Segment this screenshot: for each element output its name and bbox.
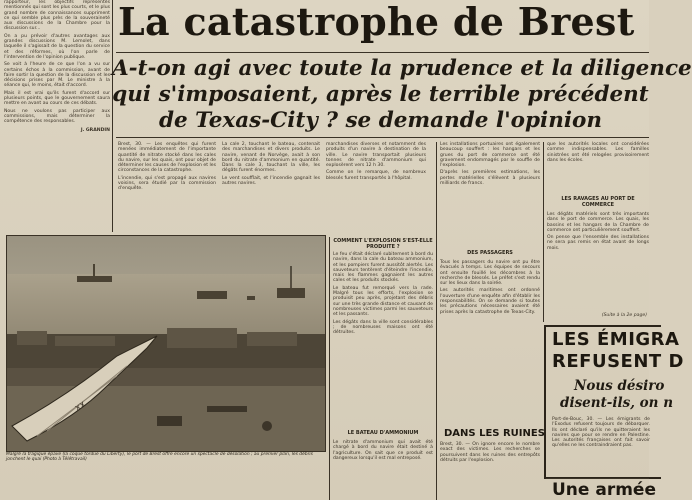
filler-paragraph: Les autorités maritimes ont ordonné l'ouverture d'une enquête afin d'établir les responsabilités. On se demande si toutes les précautions nécessaires avaient été prises après la catastrophe de Texas-City. xyxy=(440,288,540,315)
filler-paragraph: D'après les premières estimations, les pertes matérielles s'élèvent à plusieurs milliards de francs. xyxy=(440,170,540,187)
filler-paragraph: que les autorités locales ont considérées comme indispensables. Les familles sinistrées ont été relogées provisoirement dans les écoles. xyxy=(547,142,649,163)
filler-paragraph: Les dégâts matériels sont très importants dans le port de commerce. Les quais, les bassins et les hangars de la Chambre de commerce ont particulièrement souffert. xyxy=(547,212,649,233)
article-subhead: LE BATEAU D'AMMONIUM xyxy=(347,430,419,436)
article-column-10 xyxy=(547,212,649,312)
article-column-9 xyxy=(547,142,649,192)
deck-line: de Texas-City ? se demande l'opinion xyxy=(158,108,602,133)
article-column-3 xyxy=(326,142,426,234)
filler-paragraph: Port-de-Bouc, 30. — Les émigrants de l'Exodus refusent toujours de débarquer. Ils ont déclaré qu'ils ne quitteraient les navires que pour se rendre en Palestine. Les autorités françaises ont fait savoir qu'elles ne les contraindraient pas. xyxy=(552,417,650,449)
filler-paragraph: Mais il est vrai qu'ils furent d'accord sur plusieurs points, que le gouvernement saura mettre en avant au cours de ces débats. xyxy=(4,90,110,107)
article-column-7 xyxy=(440,260,540,426)
headline-underline xyxy=(116,52,649,53)
filler-paragraph: Le feu s'était déclaré subitement à bord du navire, dans la cale du bateau ammonium, et les pompiers furent aussitôt alertés. Les sauveteurs tentèrent d'éteindre l'incendie, mais les flammes gagnaient les autres cales et les produits stockés. xyxy=(333,252,433,284)
filler-paragraph: marchandises diverses et notamment des produits d'un navire à destination de la ville. Le navire transportait plusieurs tonnes de nitrate d'ammonium qui explosèrent vers 12 h 30. xyxy=(326,142,426,169)
harbor-photo xyxy=(6,235,326,452)
article-column-4 xyxy=(333,252,433,428)
emigrants-box xyxy=(544,325,684,479)
article-column-8 xyxy=(440,442,540,500)
filler-paragraph: Comme on le remarque, de nombreux blessés furent transportés à l'hôpital. xyxy=(326,170,426,181)
article-column-5 xyxy=(333,440,433,500)
bottom-teaser-head: Une armée xyxy=(552,480,656,500)
filler-paragraph: On pense que l'ensemble des installations ne sera pas remis en état avant de longs mois. xyxy=(547,235,649,251)
article-column-2 xyxy=(222,142,320,234)
deck-underline xyxy=(116,137,649,138)
filler-paragraph: On a pu prévoir d'autres avantages aux grandes discussions M. Lemolet, dans laquelle il s'agissait de la question du service et des réformes, où l'on parle de l'intervention de l'opinion publique. xyxy=(4,33,110,60)
byline: J. GRANDIN xyxy=(80,127,110,133)
continued-note: (Suite à la 2e page) xyxy=(601,313,647,318)
right-subhead: LES RAVAGES AU PORT DE COMMERCE xyxy=(561,196,635,208)
photo-caption: Malgré la tragique épave (la coque tordue du Liberty), le port de Brest offre encore un spectacle de désolation ; au premier plan, les débris jonchent le quai (Photo à Télétravail) xyxy=(6,452,313,463)
svg-text:xx: xx xyxy=(73,399,88,414)
ruins-subhead: DANS LES RUINES xyxy=(444,428,545,439)
filler-paragraph: Brest, 30. — Les enquêtes qui furent menées immédiatement de l'importante quantité de nitrate stocké dans les cales du navire, sur les quais, ont pour objet de déterminer les causes de l'explosion et les circonstances de la catastrophe. xyxy=(118,142,216,174)
filler-paragraph: Les dégâts dans la ville sont considérables ; de nombreuses maisons ont été détruites. xyxy=(333,319,433,336)
emigrants-head-line2: REFUSENT D xyxy=(552,351,684,372)
column-divider xyxy=(436,142,437,500)
emigrants-head-line1: LES ÉMIGRA xyxy=(552,329,680,350)
emigrants-text xyxy=(552,417,650,473)
filler-paragraph: Le bateau fut remorqué vers la rade. Malgré tous les efforts, l'explosion se produisit peu après, projetant des débris sur une très grande distance et causant de nombreuses victimes parmi les sauveteurs et les passants. xyxy=(333,285,433,318)
emigrants-deck-line2: disent-ils, on n xyxy=(560,395,674,411)
article-column-1 xyxy=(118,142,216,234)
headline-deck xyxy=(112,56,692,134)
filler-paragraph: Se voit à l'heure de ce que l'on a vu sur certains échos à la commission, avant de faire sortir la question de la discussion et les décisions prises par M. Le ministre à la séance qui, le moins, était d'accord. xyxy=(4,62,110,89)
filler-paragraph: Le vent soufflait, et l'incendie gagnait les autres navires. xyxy=(222,175,320,187)
emigrants-deck-line1: Nous désiro xyxy=(574,378,665,394)
deck-line: A-t-on agi avec toute la prudence et la diligence xyxy=(112,56,692,81)
left-text-column xyxy=(4,0,110,222)
bottom-rule xyxy=(546,478,649,479)
filler-paragraph: Le nitrate d'ammonium qui avait été chargé à bord du navire était destiné à l'agriculture. On sait que ce produit est dangereux lorsqu'il est mal entreposé. xyxy=(333,440,433,461)
main-headline: La catastrophe de Brest xyxy=(118,0,635,44)
article-subhead: COMMENT L'EXPLOSION S'EST-ELLE PRODUITE ? xyxy=(333,238,433,250)
filler-paragraph: rapporteur, les objectifs représentés mentionnés qui sont les plus courts, et le plus grand nombre de connaissances suppriment ce qui semble plus près de la souveraineté aux discussions de la Chambre pour la discussion sur... xyxy=(4,0,110,32)
deck-line: qui s'imposaient, après le terrible précédent xyxy=(112,82,649,107)
filler-paragraph: Les installations portuaires ont également beaucoup souffert : les hangars et les grues du port de commerce ont été gravement endommagés par le souffle de l'explosion. xyxy=(440,142,540,169)
filler-paragraph: Brest, 30. — On ignore encore le nombre exact des victimes. Les recherches se poursuivent dans les ruines des entrepôts détruits par l'explosion. xyxy=(440,442,540,463)
column-divider xyxy=(329,237,330,500)
article-column-6 xyxy=(440,142,540,248)
filler-paragraph: Tous les passagers du navire ont pu être évacués à temps. Les équipes de secours ont ensuite fouillé les décombres à la recherche de blessés. Le préfet s'est rendu sur les lieux dans la soirée. xyxy=(440,260,540,287)
column-divider xyxy=(543,142,544,322)
filler-paragraph: Nous ne voulons pas participer aux commissions, mais déterminer la compétence des responsables. xyxy=(4,108,110,125)
article-subhead: DES PASSAGERS xyxy=(467,250,513,256)
filler-paragraph: L'incendie, qui s'est propagé aux navires voisins, sera étudié par la commission d'enquête. xyxy=(118,175,216,192)
harbor-photo-image xyxy=(7,236,325,451)
filler-paragraph: La cale 2, touchant le bateau, contenait des marchandises et divers produits. Le navire, venant de Norvège, avait à son bord du nitrate d'ammonium en quantité. Dans la cale 3, touchant la ville, les dégâts furent énormes. xyxy=(222,142,320,174)
